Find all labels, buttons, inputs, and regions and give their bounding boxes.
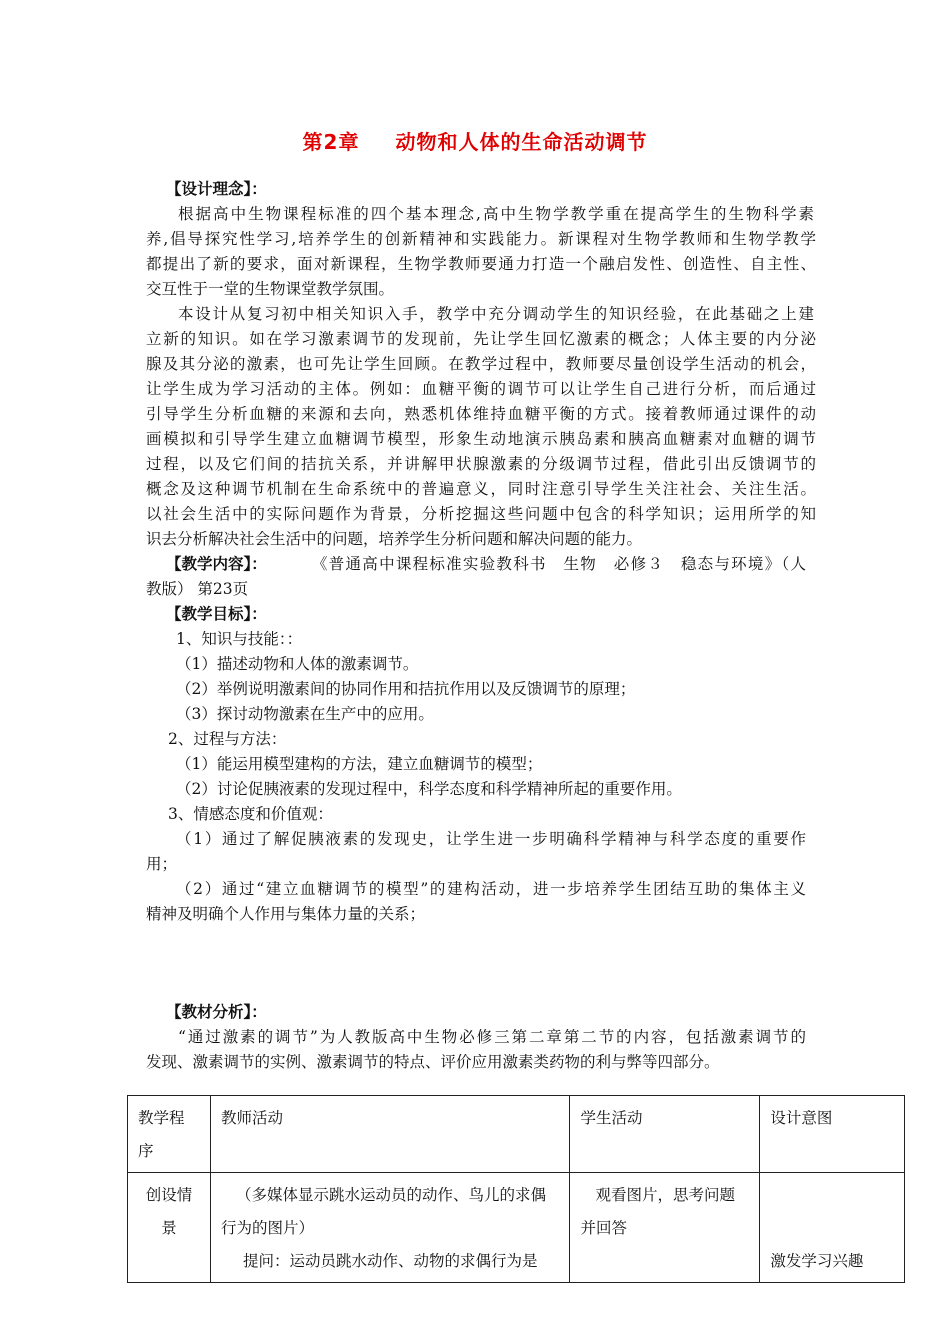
goal-section-title: 1、知识与技能：： — [176, 630, 303, 648]
design-p2-line: 引导学生分析血糖的来源和去向，熟悉机体维持血糖平衡的方式。接着教师通过课件的动 — [146, 405, 816, 423]
design-p1-line: 根据高中生物课程标准的四个基本理念,高中生物学教学重在提高学生的生物科学素 — [178, 205, 814, 223]
table-cell-student: 观看图片，思考问题并回答 — [570, 1173, 760, 1283]
design-p2-line: 本设计从复习初中相关知识入手，教学中充分调动学生的知识经验，在此基础之上建 — [178, 305, 814, 323]
goal-item: （1）描述动物和人体的激素调节。 — [176, 655, 419, 673]
table-cell-stage: 创设情景 — [128, 1173, 211, 1283]
chapter-name: 动物和人体的生命活动调节 — [395, 130, 648, 154]
design-p1-line: 都提出了新的要求，面对新课程，生物学教师要通力打造一个融启发性、创造性、自主性、 — [146, 255, 816, 273]
chapter-number: 第2章 — [302, 130, 360, 154]
design-p2-line: 立新的知识。如在学习激素调节的发现前，先让学生回忆激素的概念；人体主要的内分泌 — [146, 330, 816, 348]
analysis-line: “通过激素的调节”为人教版高中生物必修三第二章第二节的内容，包括激素调节的 — [178, 1028, 806, 1046]
table-cell-intent: 激发学习兴趣 — [760, 1173, 905, 1283]
design-p1-line: 交互性于一堂的生物课堂教学氛围。 — [146, 280, 395, 298]
analysis-line: 发现、激素调节的实例、激素调节的特点、评价应用激素类药物的利与弊等四部分。 — [146, 1053, 720, 1071]
goal-section-title: 2、过程与方法： — [168, 730, 287, 748]
page-title — [0, 126, 950, 155]
goal-section-title: 3、情感态度和价值观： — [168, 805, 333, 823]
goal-item: （2）讨论促胰液素的发现过程中，科学态度和科学精神所起的重要作用。 — [176, 780, 682, 798]
lesson-plan-table — [127, 1095, 905, 1283]
goals-heading: 【教学目标】： — [166, 605, 267, 623]
content-text: 教版） 第23页 — [146, 580, 249, 598]
design-p1-line: 养,倡导探究性学习,培养学生的创新精神和实践能力。新课程对生物学教师和生物学教学 — [146, 230, 816, 248]
goal-item: （2）举例说明激素间的协同作用和拮抗作用以及反馈调节的原理； — [176, 680, 636, 698]
design-p2-line: 画模拟和引导学生建立血糖调节模型，形象生动地演示胰岛素和胰高血糖素对血糖的调节 — [146, 430, 816, 448]
goal-item: （1）能运用模型建构的方法，建立血糖调节的模型； — [176, 755, 543, 773]
table-header-cell: 学生活动 — [570, 1096, 760, 1173]
table-cell-teacher — [210, 1173, 569, 1283]
table-row — [128, 1173, 905, 1283]
design-p2-line: 让学生成为学习活动的主体。例如：血糖平衡的调节可以让学生自己进行分析，而后通过 — [146, 380, 816, 398]
table-header-row — [128, 1096, 905, 1173]
goal-item: （3）探讨动物激素在生产中的应用。 — [176, 705, 434, 723]
design-heading: 【设计理念】： — [166, 180, 267, 198]
design-p2-line: 过程，以及它们间的拮抗关系，并讲解甲状腺激素的分级调节过程，借此引出反馈调节的 — [146, 455, 816, 473]
content-text: 《普通高中课程标准实验教科书 生物 必修３ 稳态与环境》（人 — [312, 555, 806, 573]
goal-item: （2）通过“建立血糖调节的模型”的建构活动，进一步培养学生团结互助的集体主义 — [176, 880, 806, 898]
analysis-heading: 【教材分析】： — [166, 1003, 267, 1021]
goal-item-cont: 用； — [146, 855, 178, 873]
design-p2-line: 识去分析解决社会生活中的问题，培养学生分析问题和解决问题的能力。 — [146, 530, 643, 548]
table-header-cell: 教师活动 — [210, 1096, 569, 1173]
design-p2-line: 以社会生活中的实际问题作为背景，分析挖掘这些问题中包含的科学知识；运用所学的知 — [146, 505, 816, 523]
teacher-activity-text: （多媒体显示跳水运动员的动作、鸟儿的求偶行为的图片） — [220, 1186, 546, 1237]
design-p2-line: 概念及这种调节机制在生命系统中的普遍意义，同时注意引导学生关注社会、关注生活。 — [146, 480, 816, 498]
goal-item-cont: 精神及明确个人作用与集体力量的关系； — [146, 905, 426, 923]
teacher-question-text: 提问：运动员跳水动作、动物的求偶行为是 — [242, 1252, 538, 1270]
table-header-cell: 设计意图 — [760, 1096, 905, 1173]
design-p2-line: 腺及其分泌的激素，也可先让学生回顾。在教学过程中，教师要尽量创设学生活动的机会， — [146, 355, 816, 373]
content-heading: 【教学内容】： — [166, 555, 267, 573]
goal-item: （1）通过了解促胰液素的发现史，让学生进一步明确科学精神与科学态度的重要作 — [176, 830, 806, 848]
table-header-cell: 教学程序 — [128, 1096, 211, 1173]
